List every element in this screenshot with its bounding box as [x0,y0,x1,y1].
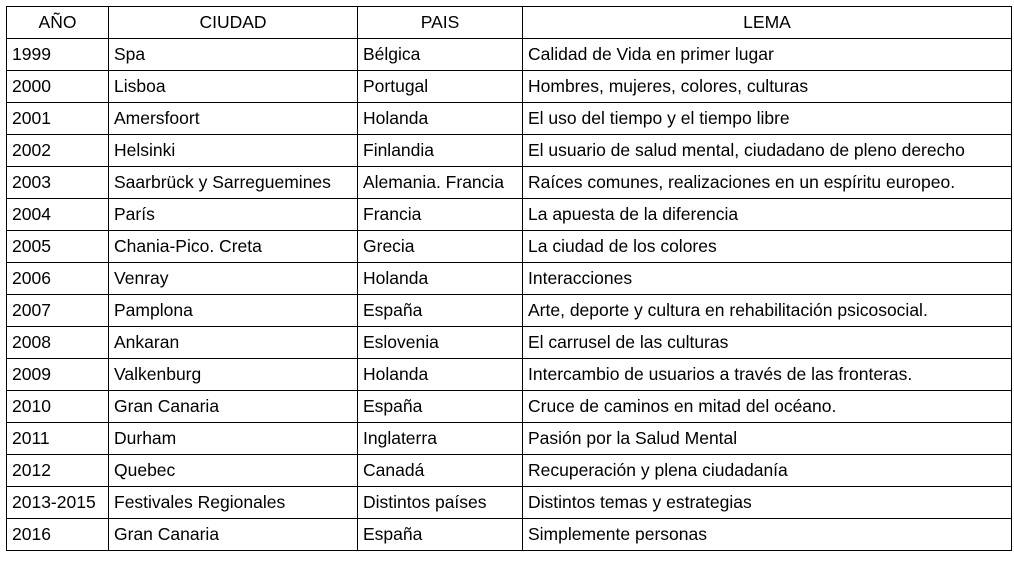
cell-country: Holanda [358,103,523,135]
cell-country: España [358,391,523,423]
table-row [7,39,1012,71]
cell-year: 2010 [7,391,109,423]
header-motto: LEMA [523,7,1012,39]
cell-motto: El usuario de salud mental, ciudadano de pleno derecho [523,135,1012,167]
cell-motto: Simplemente personas [523,519,1012,551]
table-row [7,295,1012,327]
cell-year: 2006 [7,263,109,295]
cell-year: 2007 [7,295,109,327]
cell-motto: Recuperación y plena ciudadanía [523,455,1012,487]
cell-country: Distintos países [358,487,523,519]
table-row [7,135,1012,167]
cell-year: 1999 [7,39,109,71]
cell-year: 2003 [7,167,109,199]
cell-city: Ankaran [109,327,358,359]
cell-year: 2004 [7,199,109,231]
cell-city: Pamplona [109,295,358,327]
table-row [7,263,1012,295]
cell-motto: Raíces comunes, realizaciones en un espíritu europeo. [523,167,1012,199]
cell-motto: Arte, deporte y cultura en rehabilitación psicosocial. [523,295,1012,327]
cell-year: 2002 [7,135,109,167]
cell-year: 2001 [7,103,109,135]
table-row [7,71,1012,103]
cell-motto: La ciudad de los colores [523,231,1012,263]
cell-motto: Pasión por la Salud Mental [523,423,1012,455]
cell-country: España [358,295,523,327]
cell-year: 2005 [7,231,109,263]
cell-motto: El uso del tiempo y el tiempo libre [523,103,1012,135]
cell-motto: Cruce de caminos en mitad del océano. [523,391,1012,423]
cell-year: 2000 [7,71,109,103]
header-year: AÑO [7,7,109,39]
cell-year: 2011 [7,423,109,455]
cell-city: Quebec [109,455,358,487]
cell-motto: El carrusel de las culturas [523,327,1012,359]
cell-city: Gran Canaria [109,519,358,551]
cell-city: Spa [109,39,358,71]
cell-country: Grecia [358,231,523,263]
table-row [7,391,1012,423]
table-row [7,167,1012,199]
table-row [7,327,1012,359]
cell-city: Gran Canaria [109,391,358,423]
cell-country: Francia [358,199,523,231]
cell-year: 2012 [7,455,109,487]
table-row [7,487,1012,519]
cell-country: Bélgica [358,39,523,71]
cell-city: Durham [109,423,358,455]
cell-city: Chania-Pico. Creta [109,231,358,263]
header-country: PAIS [358,7,523,39]
table-row [7,199,1012,231]
cell-year: 2009 [7,359,109,391]
cell-country: Portugal [358,71,523,103]
header-row [7,7,1012,39]
cell-country: Canadá [358,455,523,487]
table-body [7,39,1012,551]
cell-city: Valkenburg [109,359,358,391]
cell-country: Holanda [358,263,523,295]
cell-country: Finlandia [358,135,523,167]
table-row [7,231,1012,263]
cell-country: Holanda [358,359,523,391]
header-city: CIUDAD [109,7,358,39]
cell-city: Festivales Regionales [109,487,358,519]
cell-city: Saarbrück y Sarreguemines [109,167,358,199]
table-row [7,359,1012,391]
cell-motto: Calidad de Vida en primer lugar [523,39,1012,71]
cell-year: 2008 [7,327,109,359]
cell-city: Lisboa [109,71,358,103]
cell-city: Amersfoort [109,103,358,135]
cell-city: Helsinki [109,135,358,167]
cell-year: 2016 [7,519,109,551]
cell-motto: Distintos temas y estrategias [523,487,1012,519]
cell-city: Venray [109,263,358,295]
table-row [7,103,1012,135]
cell-country: Inglaterra [358,423,523,455]
cell-motto: Interacciones [523,263,1012,295]
festival-table [6,6,1012,551]
table-row [7,519,1012,551]
cell-country: España [358,519,523,551]
cell-city: París [109,199,358,231]
table-row [7,455,1012,487]
cell-year: 2013-2015 [7,487,109,519]
cell-motto: Hombres, mujeres, colores, culturas [523,71,1012,103]
cell-country: Alemania. Francia [358,167,523,199]
cell-motto: Intercambio de usuarios a través de las fronteras. [523,359,1012,391]
table-row [7,423,1012,455]
cell-motto: La apuesta de la diferencia [523,199,1012,231]
cell-country: Eslovenia [358,327,523,359]
